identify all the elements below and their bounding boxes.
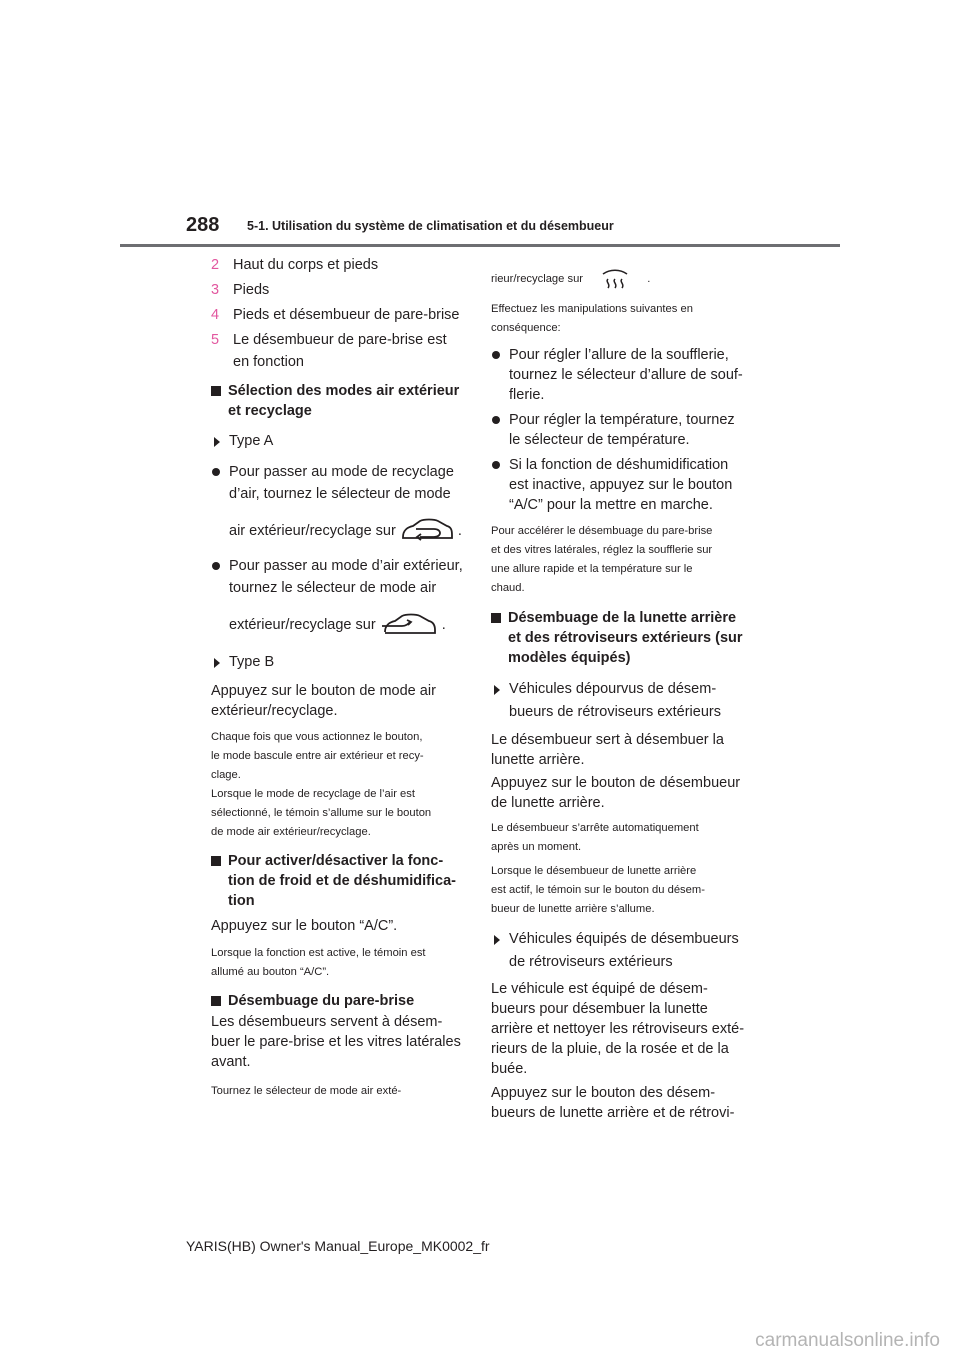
right-column	[491, 272, 753, 1123]
note-text: rieur/recyclage sur .	[491, 264, 753, 294]
note-text: Pour accélérer le désembuage du pare-brise	[491, 525, 713, 537]
list-item: 2 Haut du corps et pieds	[211, 257, 379, 273]
bullet-dehumidify: Si la fonction de déshumidification est inactive, appuyez sur le bouton “A/C” pour la mettre en marche.	[491, 455, 753, 515]
note-text: bueur de lunette arrière s’allume.	[491, 903, 655, 915]
watermark: carmanualsonline.info	[755, 1330, 940, 1351]
paragraph: Appuyez sur le bouton des désem-	[491, 1085, 716, 1101]
subheading-without-mirror-defoggers: Véhicules dépourvus de désem- bueurs de rétroviseurs extérieurs	[491, 679, 753, 723]
paragraph: bueurs pour désembuer la lunette	[491, 1001, 708, 1017]
list-item: 3 Pieds	[211, 282, 270, 298]
subheading-with-mirror-defoggers: Véhicules équipés de désembueurs de rétroviseurs extérieurs	[491, 929, 753, 973]
note-text: et des vitres latérales, réglez la soufflerie sur	[491, 544, 713, 556]
header-divider	[120, 244, 840, 247]
windshield-defroster-icon	[600, 265, 630, 293]
list-item: 4 Pieds et désembueur de pare-brise	[211, 307, 460, 323]
paragraph: extérieur/recyclage.	[211, 703, 338, 719]
section-title: 5-1. Utilisation du système de climatisation et du désembueur	[247, 219, 614, 233]
paragraph: arrière et nettoyer les rétroviseurs exté-	[491, 1021, 745, 1037]
bullet-fan-speed: Pour régler l’allure de la soufflerie, tournez le sélecteur d’allure de souf- flerie.	[491, 345, 753, 405]
paragraph: de lunette arrière.	[491, 795, 605, 811]
note-text: une allure rapide et la température sur le	[491, 563, 693, 575]
note-text: Lorsque le désembueur de lunette arrière	[491, 865, 697, 877]
note-text: Lorsque le mode de recyclage de l’air est	[211, 788, 415, 800]
note-text: Le désembueur s’arrête automatiquement	[491, 822, 699, 834]
paragraph: Appuyez sur le bouton de désembueur	[491, 775, 741, 791]
note-text: allumé au bouton “A/C”.	[211, 966, 330, 978]
section-heading-ac: Pour activer/désactiver la fonc- tion de froid et de déshumidifica- tion	[211, 851, 473, 911]
outside-air-icon	[380, 611, 438, 639]
subheading-type-a: Type A	[211, 431, 473, 452]
paragraph: Le véhicule est équipé de désem-	[491, 981, 708, 997]
left-column	[211, 255, 473, 1101]
paragraph: buer le pare-brise et les vitres latérales	[211, 1034, 461, 1050]
paragraph: Appuyez sur le bouton de mode air	[211, 683, 436, 699]
bullet-outside-air: Pour passer au mode d’air extérieur, tournez le sélecteur de mode air extérieur/recyclage sur .	[211, 556, 473, 640]
note-text: Effectuez les manipulations suivantes en	[491, 303, 693, 315]
section-heading-air-mode: Sélection des modes air extérieur et recyclage	[211, 381, 473, 421]
note-text: chaud.	[491, 582, 525, 594]
note-text: Tournez le sélecteur de mode air exté-	[211, 1085, 402, 1097]
paragraph: Le désembueur sert à désembuer la	[491, 732, 724, 748]
paragraph: Les désembueurs servent à désem-	[211, 1014, 443, 1030]
section-heading-rear-defog: Désembuage de la lunette arrière et des rétroviseurs extérieurs (sur modèles équipés)	[491, 608, 753, 668]
note-text: le mode bascule entre air extérieur et recy-	[211, 750, 424, 762]
note-text: clage.	[211, 769, 241, 781]
subheading-type-b: Type B	[211, 652, 473, 673]
note-text: est actif, le témoin sur le bouton du désem-	[491, 884, 705, 896]
page-number: 288	[186, 214, 220, 236]
note-text: conséquence:	[491, 322, 561, 334]
bullet-recirculation: Pour passer au mode de recyclage d’air, tournez le sélecteur de mode air extérieur/recyclage sur .	[211, 462, 473, 546]
note-text: de mode air extérieur/recyclage.	[211, 826, 371, 838]
list-item: 5 Le désembueur de pare-brise est	[211, 332, 447, 348]
paragraph: bueurs de lunette arrière et de rétrovi-	[491, 1105, 735, 1121]
paragraph: avant.	[211, 1054, 251, 1070]
recirculation-air-icon	[400, 517, 454, 545]
footer-manual-id: YARIS(HB) Owner's Manual_Europe_MK0002_fr	[186, 1238, 490, 1254]
bullet-temperature: Pour régler la température, tournez le sélecteur de température.	[491, 410, 753, 450]
section-heading-defrost: Désembuage du pare-brise	[211, 991, 473, 1011]
paragraph: lunette arrière.	[491, 752, 585, 768]
paragraph: buée.	[491, 1061, 528, 1077]
note-text: après un moment.	[491, 841, 582, 853]
paragraph: rieurs de la pluie, de la rosée et de la	[491, 1041, 729, 1057]
note-text: sélectionné, le témoin s’allume sur le bouton	[211, 807, 432, 819]
note-text: Lorsque la fonction est active, le témoin est	[211, 947, 426, 959]
list-item-continued: en fonction	[233, 354, 304, 370]
note-text: Chaque fois que vous actionnez le bouton,	[211, 731, 423, 743]
paragraph: Appuyez sur le bouton “A/C”.	[211, 918, 398, 934]
